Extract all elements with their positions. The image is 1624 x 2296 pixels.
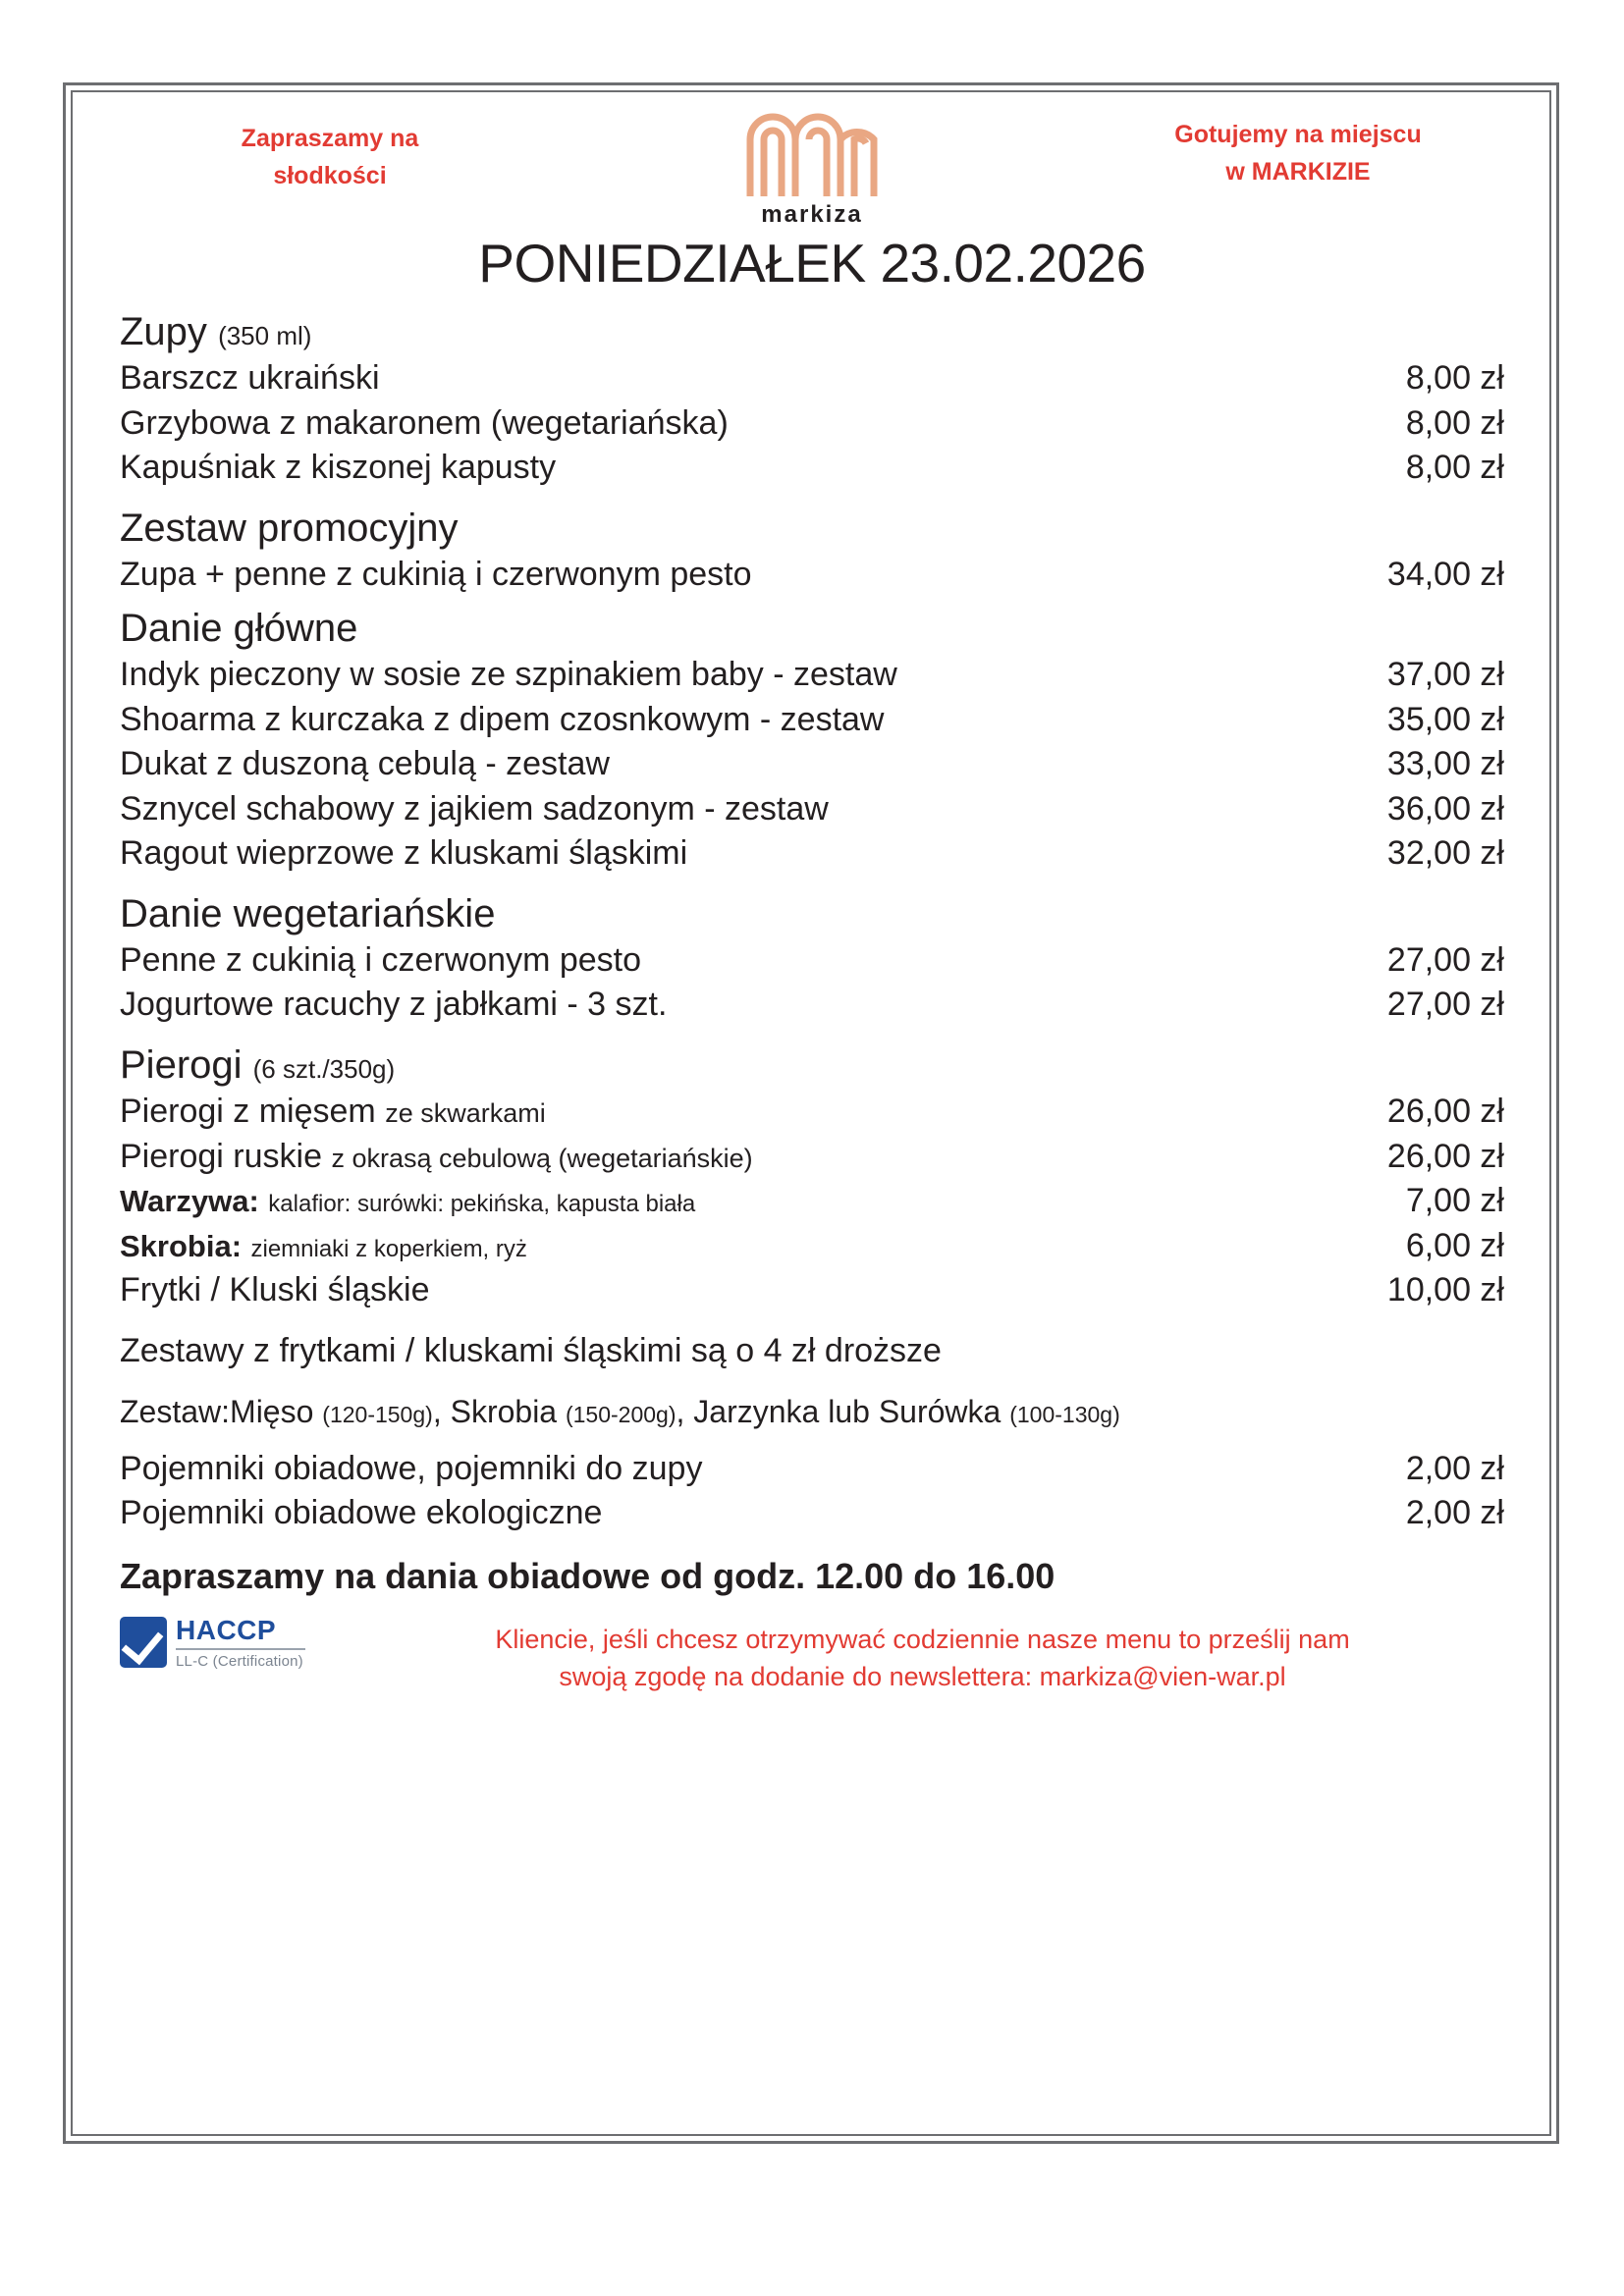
portion-meat-grams: (120-150g) xyxy=(322,1401,433,1427)
promo-sweets-note xyxy=(183,120,477,194)
menu-row xyxy=(120,698,1504,743)
section-heading-vegetarian: Danie wegetariańskie xyxy=(120,891,496,935)
item-name-detail: z okrasą cebulową (wegetariańskie) xyxy=(331,1143,753,1173)
menu-row xyxy=(120,1135,1504,1180)
item-price: 10,00 zł xyxy=(1386,1271,1504,1309)
portion-size-note xyxy=(120,1392,1504,1433)
item-price: 8,00 zł xyxy=(1405,403,1504,442)
side-label: Warzywa: xyxy=(120,1184,259,1219)
item-price: 8,00 zł xyxy=(1405,449,1504,487)
item-name: Barszcz ukraiński xyxy=(120,359,380,397)
promo-sweets-line2: słodkości xyxy=(273,162,387,189)
menu-row xyxy=(120,356,1504,401)
item-price: 35,00 zł xyxy=(1386,700,1504,738)
promo-cooked-onsite-note xyxy=(1102,116,1494,190)
menu-footer xyxy=(120,1611,1504,1729)
menu-row xyxy=(120,983,1504,1028)
menu-row xyxy=(120,1090,1504,1135)
item-name-main: Pierogi z mięsem xyxy=(120,1093,376,1131)
brand-logo xyxy=(714,104,910,229)
portion-starch-grams: (150-200g) xyxy=(565,1401,677,1427)
portion-veg-grams: (100-130g) xyxy=(1009,1401,1120,1427)
menu-row xyxy=(120,1179,1504,1224)
item-price: 2,00 zł xyxy=(1405,1494,1504,1532)
promo-sweets-line1: Zapraszamy na xyxy=(241,125,419,152)
section-heading-main: Danie główne xyxy=(120,607,358,651)
section-heading-pierogi xyxy=(120,1043,1504,1088)
menu-row xyxy=(120,446,1504,491)
section-heading-pierogi-qty: (6 szt./350g) xyxy=(252,1054,396,1085)
portion-prefix: Zestaw:Mięso xyxy=(120,1393,314,1429)
item-name: Grzybowa z makaronem (wegetariańska) xyxy=(120,403,729,442)
markiza-m-logo-icon xyxy=(738,104,886,200)
item-name xyxy=(120,1090,1302,1135)
item-name: Penne z cukinią i czerwonym pesto xyxy=(120,940,642,979)
item-price: 37,00 zł xyxy=(1386,656,1504,694)
section-heading-pierogi-label: Pierogi xyxy=(120,1043,243,1088)
item-name: Ragout wieprzowe z kluskami śląskimi xyxy=(120,834,688,873)
menu-row xyxy=(120,831,1504,877)
menu-row xyxy=(120,938,1504,984)
haccp-subtitle: LL-C (Certification) xyxy=(176,1652,303,1670)
item-price: 8,00 zł xyxy=(1405,359,1504,397)
item-name: Dukat z duszoną cebulą - zestaw xyxy=(120,745,610,783)
item-price: 27,00 zł xyxy=(1386,940,1504,979)
haccp-divider xyxy=(176,1648,305,1650)
portion-sep1: , xyxy=(432,1393,451,1429)
menu-row xyxy=(120,553,1504,598)
section-heading-promo-set: Zestaw promocyjny xyxy=(120,506,459,550)
item-name: Zupa + penne z cukinią i czerwonym pesto xyxy=(120,555,752,593)
item-price: 26,00 zł xyxy=(1386,1093,1504,1131)
haccp-certification-badge xyxy=(120,1614,305,1670)
haccp-checkmark-icon xyxy=(120,1617,167,1668)
item-price: 26,00 zł xyxy=(1386,1137,1504,1175)
portion-veg: Jarzynka lub Surówka xyxy=(693,1393,1001,1429)
menu-row xyxy=(120,1268,1504,1313)
item-name: Jogurtowe racuchy z jabłkami - 3 szt. xyxy=(120,986,668,1024)
promo-cooked-line1: Gotujemy na miejscu xyxy=(1174,121,1422,148)
item-name: Pojemniki obiadowe ekologiczne xyxy=(120,1494,603,1532)
newsletter-invitation xyxy=(341,1621,1504,1696)
item-name xyxy=(120,1135,1302,1180)
newsletter-line1: Kliencie, jeśli chcesz otrzymywać codziennie nasze menu to prześlij nam xyxy=(495,1624,1350,1654)
item-price: 34,00 zł xyxy=(1386,555,1504,593)
item-name-main: Pierogi ruskie xyxy=(120,1137,322,1175)
item-name xyxy=(120,1179,1302,1224)
promo-cooked-line2: w MARKIZIE xyxy=(1225,158,1371,186)
brand-name: markiza xyxy=(761,201,863,228)
menu-row xyxy=(120,653,1504,698)
item-price: 7,00 zł xyxy=(1405,1182,1504,1220)
newsletter-line2: swoją zgodę na dodanie do newslettera: markiza@vien-war.pl xyxy=(559,1661,1286,1691)
side-label: Skrobia: xyxy=(120,1228,243,1263)
item-name: Frytki / Kluski śląskie xyxy=(120,1271,430,1309)
item-name: Shoarma z kurczaka z dipem czosnkowym - zestaw xyxy=(120,700,885,738)
menu-row xyxy=(120,1224,1504,1269)
section-heading-soups-label: Zupy xyxy=(120,310,207,353)
portion-sep2: , xyxy=(676,1393,694,1429)
item-name: Indyk pieczony w sosie ze szpinakiem baby - zestaw xyxy=(120,656,897,694)
item-name-detail: ze skwarkami xyxy=(385,1098,546,1129)
menu-row xyxy=(120,1491,1504,1536)
item-name: Sznycel schabowy z jajkiem sadzonym - zestaw xyxy=(120,789,829,828)
item-name: Kapuśniak z kiszonej kapusty xyxy=(120,449,557,487)
menu-row xyxy=(120,1447,1504,1492)
item-price: 27,00 zł xyxy=(1386,986,1504,1024)
menu-row xyxy=(120,401,1504,447)
item-price: 36,00 zł xyxy=(1386,789,1504,828)
haccp-text-block xyxy=(176,1614,305,1670)
side-detail: kalafior: surówki: pekińska, kapusta biała xyxy=(268,1191,696,1218)
menu-row xyxy=(120,787,1504,832)
item-name xyxy=(120,1224,1302,1269)
fries-surcharge-note: Zestawy z frytkami / kluskami śląskimi są o 4 zł droższe xyxy=(120,1331,942,1369)
haccp-title: HACCP xyxy=(176,1614,277,1645)
section-heading-soups xyxy=(120,310,1504,354)
item-price: 33,00 zł xyxy=(1386,745,1504,783)
portion-starch: Skrobia xyxy=(450,1393,558,1429)
item-price: 32,00 zł xyxy=(1386,834,1504,873)
menu-row xyxy=(120,742,1504,787)
section-heading-soups-qty: (350 ml) xyxy=(218,321,312,350)
opening-hours-note: Zapraszamy na dania obiadowe od godz. 12.00 do 16.00 xyxy=(120,1555,1056,1596)
item-price: 2,00 zł xyxy=(1405,1449,1504,1487)
menu-header xyxy=(120,98,1504,228)
page-title: PONIEDZIAŁEK 23.02.2026 xyxy=(478,233,1146,294)
side-detail: ziemniaki z koperkiem, ryż xyxy=(250,1235,527,1262)
menu-content xyxy=(82,98,1542,2130)
item-name: Pojemniki obiadowe, pojemniki do zupy xyxy=(120,1449,703,1487)
item-price: 6,00 zł xyxy=(1405,1226,1504,1264)
